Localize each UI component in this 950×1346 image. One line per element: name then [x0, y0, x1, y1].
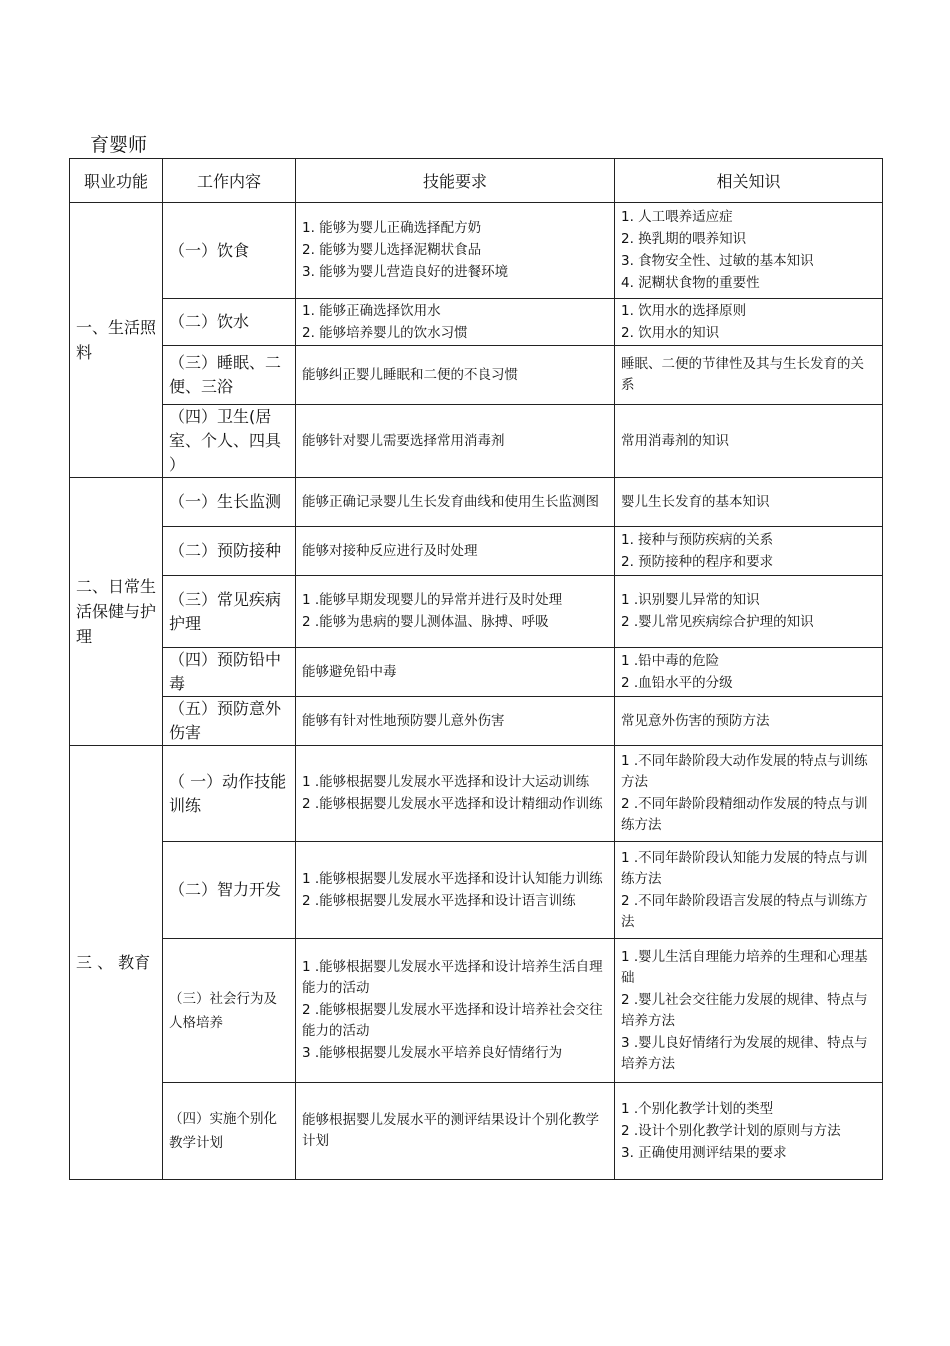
skills-cell: 能够正确记录婴儿生长发育曲线和使用生长监测图	[296, 478, 615, 527]
skills-table	[69, 158, 883, 1180]
work-cell: （一）生长监测	[163, 478, 296, 527]
work-cell: （三）睡眠、二便、三浴	[163, 346, 296, 405]
list-item: 1 .不同年龄阶段认知能力发展的特点与训练方法	[621, 849, 868, 887]
skills-list	[302, 869, 608, 912]
work-cell: （三）常见疾病护理	[163, 576, 296, 648]
table-row	[70, 842, 883, 939]
list-item: 1. 人工喂养适应症	[621, 209, 733, 225]
table-row	[70, 1083, 883, 1180]
work-cell: （二）智力开发	[163, 842, 296, 939]
knowledge-list	[621, 848, 876, 933]
list-item: 2 .血铅水平的分级	[621, 674, 733, 691]
list-item: 2. 能够培养婴儿的饮水习惯	[302, 324, 468, 341]
list-item: 1 .能够早期发现婴儿的异常并进行及时处理	[302, 592, 563, 608]
list-item: 2. 能够为婴儿选择泥糊状食品	[302, 242, 482, 258]
list-item: 2 .能够根据婴儿发展水平选择和设计精细动作训练	[302, 796, 603, 812]
list-item: 1. 接种与预防疾病的关系	[621, 531, 774, 548]
work-cell: （四）预防铅中毒	[163, 648, 296, 697]
list-item: 1. 能够正确选择饮用水	[302, 302, 441, 319]
knowledge-cell: 睡眠、二便的节律性及其与生长发育的关系	[615, 346, 883, 405]
table-row	[70, 746, 883, 842]
table-row	[70, 299, 883, 346]
skills-list	[302, 590, 608, 633]
list-item: 1 .不同年龄阶段大动作发展的特点与训练方法	[621, 753, 868, 790]
knowledge-cell: 常用消毒剂的知识	[615, 405, 883, 478]
document-title: 育婴师	[90, 134, 148, 156]
list-item: 1 .婴儿生活自理能力培养的生理和心理基础	[621, 948, 868, 986]
table-row	[70, 405, 883, 478]
skills-cell: 能够对接种反应进行及时处理	[296, 527, 615, 576]
table-row	[70, 203, 883, 299]
work-cell: （二）预防接种	[163, 527, 296, 576]
skills-list	[302, 218, 608, 283]
knowledge-list	[621, 207, 876, 294]
header-skills: 技能要求	[296, 159, 615, 203]
list-item: 2 .不同年龄阶段精细动作发展的特点与训练方法	[621, 796, 868, 833]
knowledge-list	[621, 530, 876, 573]
skills-cell: 能够根据婴儿发展水平的测评结果设计个别化教学计划	[296, 1083, 615, 1180]
list-item: 3 .婴儿良好情绪行为发展的规律、特点与培养方法	[621, 1034, 868, 1072]
work-cell: （五）预防意外伤害	[163, 697, 296, 746]
work-cell: （ 一）动作技能训练	[163, 746, 296, 842]
table-row	[70, 346, 883, 405]
list-item: 3. 食物安全性、过敏的基本知识	[621, 253, 814, 269]
knowledge-list	[621, 751, 876, 836]
header-row	[70, 159, 883, 203]
knowledge-list	[621, 590, 876, 633]
knowledge-list	[621, 651, 876, 694]
list-item: 2 .设计个别化教学计划的原则与方法	[621, 1122, 841, 1139]
function-cell: 一、生活照料	[70, 203, 163, 478]
function-cell: 二、日常生活保健与护理	[70, 478, 163, 746]
list-item: 2 .婴儿社会交往能力发展的规律、特点与培养方法	[621, 991, 868, 1029]
list-item: 2 .能够为患病的婴儿测体温、脉搏、呼吸	[302, 614, 549, 630]
work-cell: （三）社会行为及人格培养	[163, 939, 296, 1083]
skills-cell: 能够避免铅中毒	[296, 648, 615, 697]
table-row	[70, 576, 883, 648]
work-cell: （二）饮水	[163, 299, 296, 346]
list-item: 1 .能够根据婴儿发展水平选择和设计大运动训练	[302, 774, 590, 790]
list-item: 1 .个别化教学计划的类型	[621, 1100, 774, 1117]
list-item: 2 .不同年龄阶段语言发展的特点与训练方法	[621, 892, 868, 930]
header-knowledge: 相关知识	[615, 159, 883, 203]
knowledge-cell: 常见意外伤害的预防方法	[615, 697, 883, 746]
list-item: 2. 预防接种的程序和要求	[621, 553, 774, 570]
skills-list	[302, 772, 608, 815]
skills-list	[302, 301, 608, 344]
skills-cell: 能够针对婴儿需要选择常用消毒剂	[296, 405, 615, 478]
list-item: 3 .能够根据婴儿发展水平培养良好情绪行为	[302, 1045, 563, 1061]
work-cell: （四）卫生(居室、个人、四具 ）	[163, 405, 296, 478]
header-function: 职业功能	[70, 159, 163, 203]
skills-cell: 能够有针对性地预防婴儿意外伤害	[296, 697, 615, 746]
function-cell: 三 、 教育	[70, 746, 163, 1180]
list-item: 1. 能够为婴儿正确选择配方奶	[302, 220, 482, 236]
list-item: 2 .能够根据婴儿发展水平选择和设计语言训练	[302, 892, 576, 909]
header-work: 工作内容	[163, 159, 296, 203]
work-cell: （四）实施个别化教学计划	[163, 1083, 296, 1180]
skills-cell: 能够纠正婴儿睡眠和二便的不良习惯	[296, 346, 615, 405]
knowledge-cell: 婴儿生长发育的基本知识	[615, 478, 883, 527]
list-item: 2. 换乳期的喂养知识	[621, 231, 747, 247]
list-item: 3. 正确使用测评结果的要求	[621, 1144, 787, 1161]
table-row	[70, 697, 883, 746]
list-item: 1 .能够根据婴儿发展水平选择和设计培养生活自理能力的活动	[302, 959, 603, 996]
list-item: 1 .铅中毒的危险	[621, 652, 720, 669]
list-item: 2 .婴儿常见疾病综合护理的知识	[621, 614, 814, 630]
list-item: 4. 泥糊状食物的重要性	[621, 275, 760, 291]
knowledge-list	[621, 1099, 876, 1164]
table-row	[70, 478, 883, 527]
skills-list	[302, 957, 608, 1064]
list-item: 3. 能够为婴儿营造良好的进餐环境	[302, 264, 509, 280]
knowledge-list	[621, 301, 876, 344]
list-item: 2. 饮用水的知识	[621, 324, 720, 341]
table-row	[70, 527, 883, 576]
list-item: 1 .能够根据婴儿发展水平选择和设计认知能力训练	[302, 870, 603, 887]
table-row	[70, 939, 883, 1083]
list-item: 2 .能够根据婴儿发展水平选择和设计培养社会交往能力的活动	[302, 1002, 603, 1039]
knowledge-list	[621, 947, 876, 1075]
work-cell: （一）饮食	[163, 203, 296, 299]
table-row	[70, 648, 883, 697]
list-item: 1. 饮用水的选择原则	[621, 302, 747, 319]
list-item: 1 .识别婴儿异常的知识	[621, 592, 760, 608]
